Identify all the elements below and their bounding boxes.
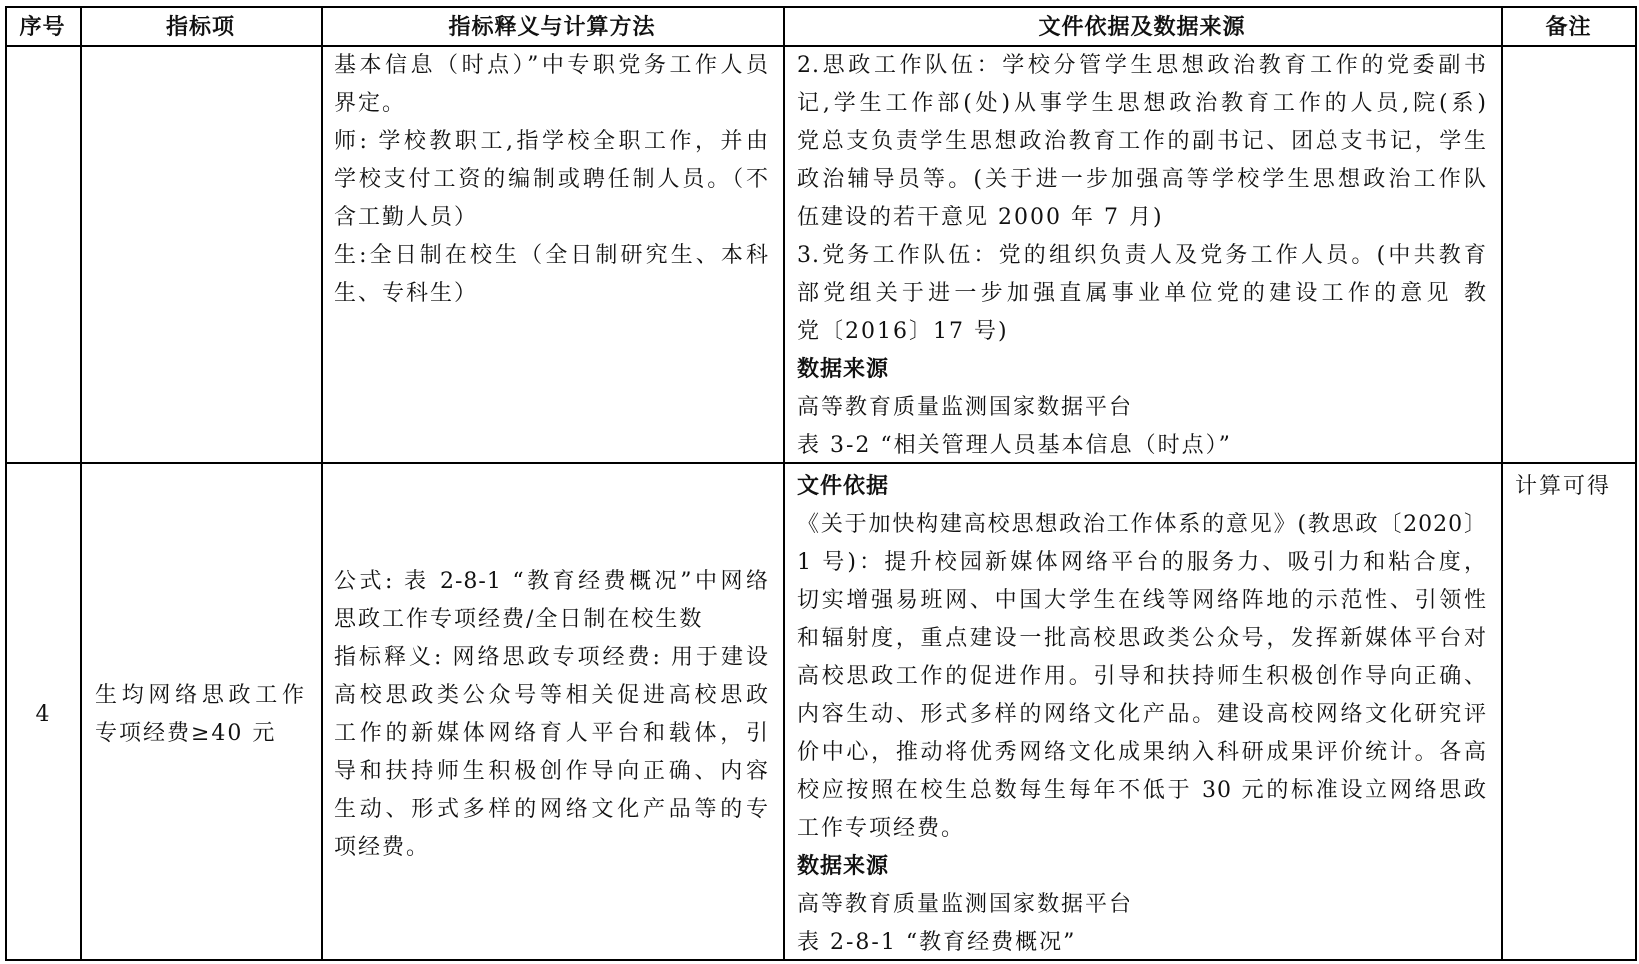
basis-line: 价中心，推动将优秀网络文化成果纳入科研成果评价统计。各高 — [797, 740, 1487, 765]
definition-line: 师: 学校教职工,指学校全职工作，并由 — [334, 129, 769, 154]
definition-line: 公式: 表 2-8-1 “教育经费概况”中网络 — [334, 569, 769, 594]
definition-line: 导和扶持师生积极创作导向正确、内容 — [334, 759, 769, 784]
column-divider — [321, 6, 323, 961]
basis-line: 高校思政工作的促进作用。引导和扶持师生积极创作导向正确、 — [797, 664, 1487, 689]
row-number: 4 — [35, 702, 50, 727]
definition-line: 思政工作专项经费/全日制在校生数 — [334, 607, 704, 632]
definition-line: 学校支付工资的编制或聘任制人员。（不 — [334, 167, 769, 192]
basis-line: 校应按照在校生总数每生每年不低于 30 元的标准设立网络思政 — [797, 778, 1487, 803]
definition-line: 含工勤人员） — [334, 205, 479, 230]
column-divider — [80, 6, 82, 961]
header-no: 序号 — [19, 15, 66, 40]
basis-line: 高等教育质量监测国家数据平台 — [797, 892, 1134, 917]
column-divider — [1501, 6, 1503, 961]
basis-line: 3.党务工作队伍：党的组织负责人及党务工作人员。(中共教育 — [797, 243, 1487, 268]
basis-line: 切实增强易班网、中国大学生在线等网络阵地的示范性、引领性 — [797, 588, 1487, 613]
definition-line: 指标释义: 网络思政专项经费: 用于建设 — [334, 645, 769, 670]
basis-line: 内容生动、形式多样的网络文化产品。建设高校网络文化研究评 — [797, 702, 1487, 727]
header-basis: 文件依据及数据来源 — [1038, 15, 1246, 40]
data-source-heading: 数据来源 — [797, 357, 890, 382]
definition-cell — [334, 563, 769, 867]
remark-cell — [1515, 468, 1630, 506]
header-remark: 备注 — [1545, 15, 1592, 40]
table-border-right — [1635, 6, 1637, 961]
indicator-cell — [95, 677, 305, 753]
definition-line: 项经费。 — [334, 835, 431, 860]
definition-line: 生、专科生） — [334, 281, 479, 306]
basis-line: 记,学生工作部(处)从事学生思想政治教育工作的人员,院(系) — [797, 91, 1487, 116]
basis-line: 2.思政工作队伍：学校分管学生思想政治教育工作的党委副书 — [797, 53, 1487, 78]
basis-cell — [797, 468, 1487, 962]
remark-text: 计算可得 — [1515, 474, 1612, 499]
basis-line: 和辐射度，重点建设一批高校思政类公众号，发挥新媒体平台对 — [797, 626, 1487, 651]
column-divider — [783, 6, 785, 961]
basis-line: 政治辅导员等。(关于进一步加强高等学校学生思想政治工作队 — [797, 167, 1487, 192]
basis-line: 《关于加快构建高校思想政治工作体系的意见》(教思政〔2020〕 — [797, 512, 1487, 537]
definition-line: 工作的新媒体网络育人平台和载体，引 — [334, 721, 769, 746]
table-border-left — [5, 6, 7, 961]
basis-line: 1 号)：提升校园新媒体网络平台的服务力、吸引力和粘合度， — [797, 550, 1487, 575]
header-indicator: 指标项 — [165, 15, 235, 40]
definition-line: 高校思政类公众号等相关促进高校思政 — [334, 683, 769, 708]
indicator-line: 生均网络思政工作 — [95, 683, 305, 708]
data-source-heading: 数据来源 — [797, 854, 890, 879]
basis-line: 表 3-2 “相关管理人员基本信息（时点）” — [797, 433, 1232, 458]
basis-line: 高等教育质量监测国家数据平台 — [797, 395, 1134, 420]
basis-line: 伍建设的若干意见 2000 年 7 月) — [797, 205, 1164, 230]
indicator-line: 专项经费≥40 元 — [95, 721, 277, 746]
basis-line: 部党组关于进一步加强直属事业单位党的建设工作的意见 教 — [797, 281, 1487, 306]
document-basis-heading: 文件依据 — [797, 474, 890, 499]
definition-line: 基本信息（时点）”中专职党务工作人员 — [334, 53, 769, 78]
definition-cell — [334, 47, 769, 313]
basis-line: 党〔2016〕17 号) — [797, 319, 1009, 344]
definition-line: 生动、形式多样的网络文化产品等的专 — [334, 797, 769, 822]
basis-line: 表 2-8-1 “教育经费概况” — [797, 930, 1077, 955]
header-definition: 指标释义与计算方法 — [448, 15, 656, 40]
definition-line: 界定。 — [334, 91, 407, 116]
basis-line: 党总支负责学生思想政治教育工作的副书记、团总支书记，学生 — [797, 129, 1487, 154]
basis-cell — [797, 47, 1487, 465]
definition-line: 生:全日制在校生（全日制研究生、本科 — [334, 243, 769, 268]
basis-line: 工作专项经费。 — [797, 816, 966, 841]
